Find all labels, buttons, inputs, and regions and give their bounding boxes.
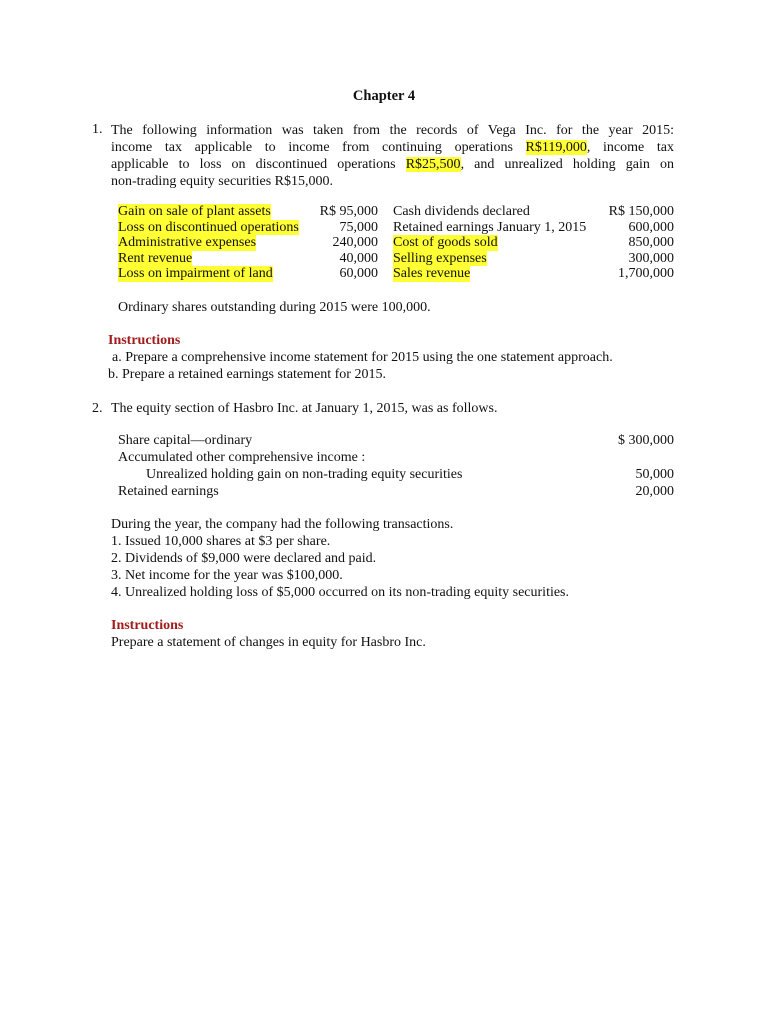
q1-line-2-a: income tax applicable to income from continuing operations <box>111 140 526 155</box>
row-right-label: Selling expenses <box>393 250 487 266</box>
table-row <box>118 251 674 267</box>
row-left-label: Rent revenue <box>118 250 193 266</box>
q1-data-table <box>118 204 674 282</box>
q2-instruction: Prepare a statement of changes in equity for Hasbro Inc. <box>111 635 426 650</box>
row-right-value: 600,000 <box>628 219 674 235</box>
question-2-intro: The equity section of Hasbro Inc. at January 1, 2015, was as follows. <box>111 401 498 416</box>
row-left-value: 240,000 <box>332 235 378 250</box>
equity-row-aoci <box>118 450 674 466</box>
row-left-label: Loss on impairment of land <box>118 266 273 281</box>
transaction-item: 2. Dividends of $9,000 were declared and paid. <box>111 551 377 566</box>
row-right-value: 1,700,000 <box>618 266 674 281</box>
row-left-label: Administrative expenses <box>118 235 257 250</box>
q1-line-3 <box>111 156 674 173</box>
question-1-text <box>111 122 674 190</box>
equity-row-unrealized-gain <box>118 467 674 483</box>
q1-instructions-heading: Instructions <box>108 333 181 348</box>
chapter-title: Chapter 4 <box>352 88 416 104</box>
row-left-label: Loss on discontinued operations <box>118 219 299 235</box>
equity-label: Accumulated other comprehensive income : <box>118 450 366 465</box>
q1-instruction-a: a. Prepare a comprehensive income statement for 2015 using the one statement approach. <box>112 350 613 365</box>
q1-line-2 <box>111 139 674 156</box>
row-right-label: Cash dividends declared <box>393 204 530 219</box>
equity-amount: 50,000 <box>635 467 674 482</box>
table-row <box>118 266 674 282</box>
row-left-value: R$ 95,000 <box>319 204 378 219</box>
q1-line-3-a: applicable to loss on discontinued operations <box>111 157 406 172</box>
transaction-item: 1. Issued 10,000 shares at $3 per share. <box>111 534 331 549</box>
table-row <box>118 204 674 220</box>
row-right-value: 850,000 <box>628 235 674 250</box>
equity-amount: $ 300,000 <box>618 433 674 448</box>
transactions-intro: During the year, the company had the following transactions. <box>111 517 454 532</box>
transaction-item: 3. Net income for the year was $100,000. <box>111 568 343 583</box>
row-right-value: R$ 150,000 <box>608 204 674 219</box>
q1-line-2-c: , income tax <box>586 140 674 155</box>
row-right-value: 300,000 <box>628 250 674 266</box>
table-row <box>118 235 674 251</box>
row-right-label: Sales revenue <box>393 266 471 281</box>
row-left-value: 75,000 <box>339 219 378 235</box>
equity-label: Unrealized holding gain on non-trading equity securities <box>146 467 463 482</box>
highlight-continuing-tax: R$119,000 <box>525 140 587 155</box>
q2-instructions-heading: Instructions <box>111 618 184 633</box>
q1-instruction-b: b. Prepare a retained earnings statement for 2015. <box>108 367 386 382</box>
row-left-value: 60,000 <box>339 266 378 281</box>
transaction-item: 4. Unrealized holding loss of $5,000 occurred on its non-trading equity securities. <box>111 585 570 600</box>
q1-line-1: The following information was taken from the records of Vega Inc. for the year 2015: <box>111 123 674 138</box>
highlight-discontinued-tax: R$25,500 <box>405 157 461 172</box>
row-left-value: 40,000 <box>339 250 378 266</box>
row-right-label: Cost of goods sold <box>393 235 498 250</box>
table-row <box>118 220 674 236</box>
row-right-label: Retained earnings January 1, 2015 <box>393 219 587 235</box>
equity-row-retained-earnings <box>118 484 674 500</box>
equity-label: Share capital—ordinary <box>118 433 253 448</box>
equity-label: Retained earnings <box>118 484 219 499</box>
question-1-number: 1. <box>92 122 103 137</box>
equity-row-share-capital <box>118 433 674 449</box>
equity-amount: 20,000 <box>635 484 674 499</box>
q1-line-3-c: , and unrealized holding gain on <box>460 157 674 172</box>
question-2-number: 2. <box>92 401 103 416</box>
shares-note: Ordinary shares outstanding during 2015 were 100,000. <box>118 300 431 315</box>
row-left-label: Gain on sale of plant assets <box>118 204 271 219</box>
q1-line-4: non-trading equity securities R$15,000. <box>111 174 334 189</box>
